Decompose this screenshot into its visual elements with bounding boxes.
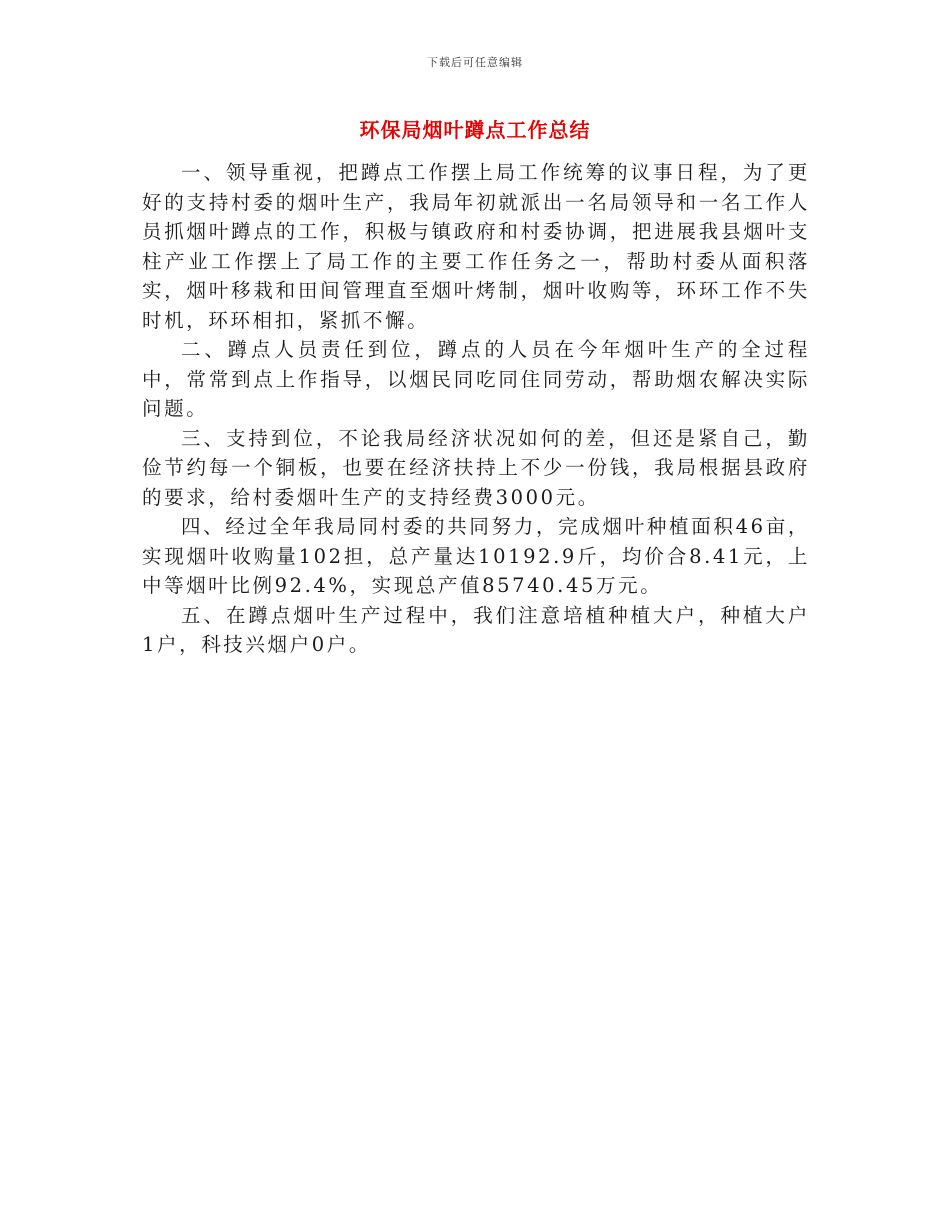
paragraph-4: 四、经过全年我局同村委的共同努力，完成烟叶种植面积46亩，实现烟叶收购量102担，总产量达10192.9斤，均价合8.41元，上中等烟叶比例92.4%，实现总产值85740.45万元。 (142, 515, 810, 597)
download-edit-note: 下载后可任意编辑 (427, 56, 523, 69)
paragraph-5: 五、在蹲点烟叶生产过程中，我们注意培植种植大户，种植大户1户，科技兴烟户0户。 (142, 603, 810, 656)
document-body (142, 158, 810, 660)
document-title: 环保局烟叶蹲点工作总结 (359, 118, 591, 142)
paragraph-2: 二、蹲点人员责任到位，蹲点的人员在今年烟叶生产的全过程中，常常到点上作指导，以烟民同吃同住同劳动，帮助烟农解决实际问题。 (142, 338, 810, 420)
paragraph-1: 一、领导重视，把蹲点工作摆上局工作统筹的议事日程，为了更好的支持村委的烟叶生产，我局年初就派出一名局领导和一名工作人员抓烟叶蹲点的工作，积极与镇政府和村委协调，把进展我县烟叶支柱产业工作摆上了局工作的主要工作任务之一，帮助村委从面积落实，烟叶移栽和田间管理直至烟叶烤制，烟叶收购等，环环工作不失时机，环环相扣，紧抓不懈。 (142, 161, 810, 332)
paragraph-3: 三、支持到位，不论我局经济状况如何的差，但还是紧自己，勤俭节约每一个铜板，也要在经济扶持上不少一份钱，我局根据县政府的要求，给村委烟叶生产的支持经费3000元。 (142, 426, 810, 509)
